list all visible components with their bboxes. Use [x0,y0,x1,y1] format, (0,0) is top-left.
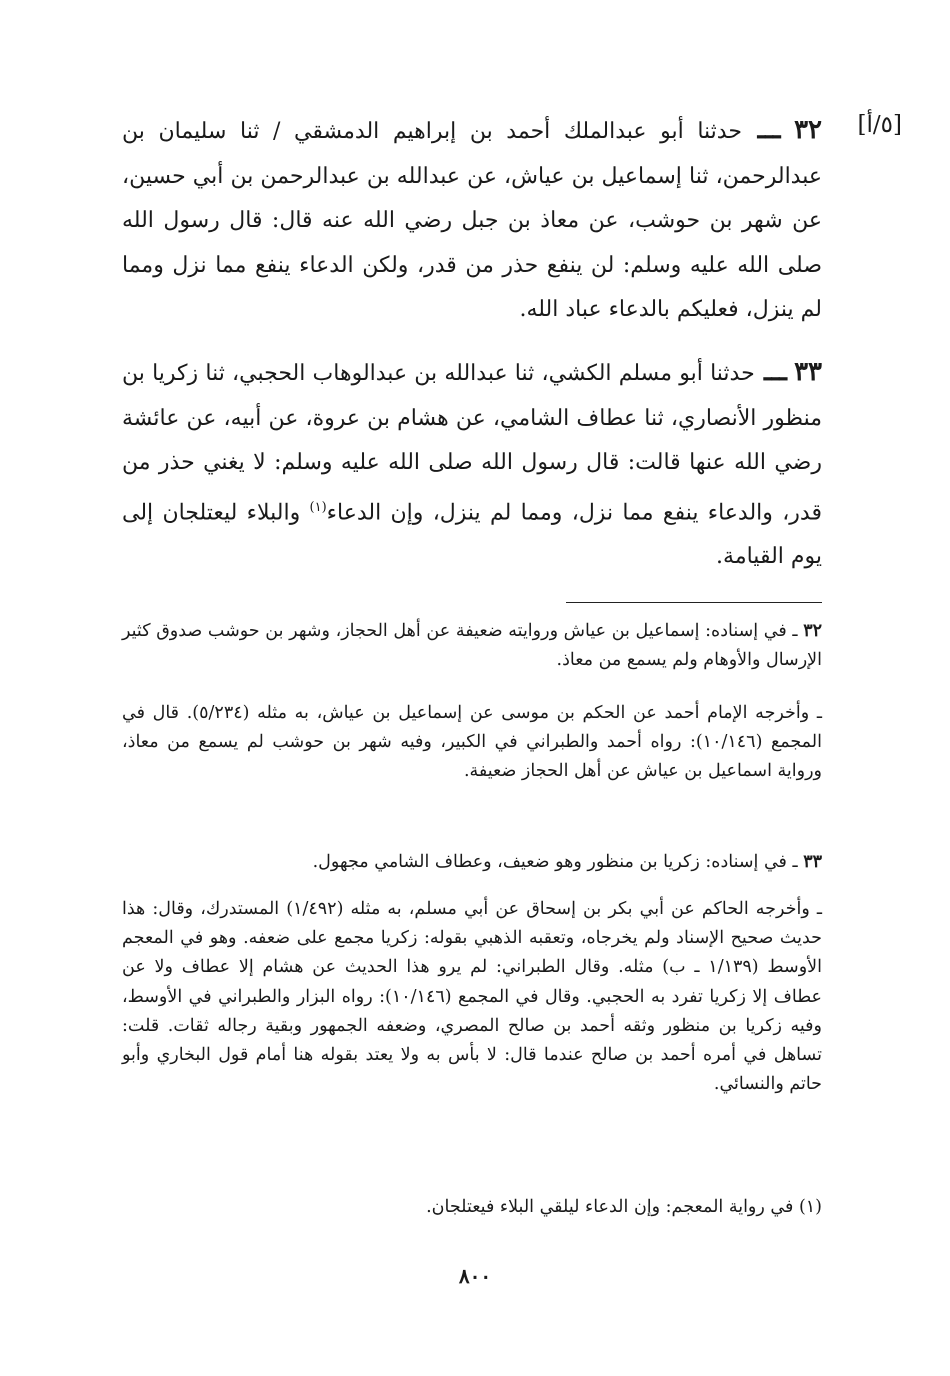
note-32-takhrij [122,699,822,787]
hadith-number: ٣٢ [794,115,823,145]
note-number: ٣٣ [803,852,822,872]
footnote-reference: (١) [309,499,327,515]
note-32-isnad [122,617,822,675]
note-33-isnad [122,848,822,877]
footnote-number: (١) [798,1197,822,1217]
folio-marker: [٥/أ] [857,112,902,138]
hadith-32 [122,108,822,333]
note-text: في إسناده: زكريا بن منظور وهو ضعيف، وعطاف الشامي مجهول. [312,852,787,872]
footnote-divider [566,602,822,603]
hadith-33 [122,350,822,580]
hadith-text-end: والبلاء ليعتلجان إلى يوم القيامة. [122,499,822,570]
note-33-takhrij [122,895,822,1099]
hadith-dash: ـــ [754,357,787,387]
note-text: ـ وأخرجه الحاكم عن أبي بكر بن إسحاق عن أبي مسلم، به مثله (١/٤٩٢) المستدرك، وقال: هذا حديث صحيح الإسناد ولم يخرجاه، وتعقبه الذهبي بقوله: زكريا مجمع على ضعفه. وهو في المعجم الأوسط (١/١٣٩ ـ ب) مثله. وقال الطبراني: لم يرو هذا الحديث عن هشام إلا عطاف ولا عن عطاف إلا زكريا تفرد به الحجبي. وقال في المجمع (١٠/١٤٦): رواه البزار والطبراني في الأوسط، وفيه زكريا بن منظور وثقه أحمد بن صالح المصري، وضعفه الجمهور وبقية رجاله ثقات. قلت: تساهل في أمره أحمد بن صالح عندما قال: لا بأس به ولا يعتد بقوله هنا أمام قول البخاري وأبو حاتم والنسائي. [122,899,823,1095]
hadith-number: ٣٣ [794,357,823,387]
hadith-text: حدثنا أبو مسلم الكشي، ثنا عبدالله بن عبدالوهاب الحجبي، ثنا زكريا بن منظور الأنصاري، ثنا عطاف الشامي، عن هشام بن عروة، عن أبيه، عن عائشة رضي الله عنها قالت: قال رسول الله صلى الله عليه وسلم: لا يغني حذر من قدر، والدعاء ينفع مما نزل، ومما لم ينزل، وإن الدعاء [122,361,822,525]
hadith-dash: ـــ [741,115,781,145]
note-dash: ـ [786,621,798,641]
note-number: ٣٢ [803,621,822,641]
note-text: ـ وأخرجه الإمام أحمد عن الحكم بن موسى عن إسماعيل بن عياش، به مثله (٥/٢٣٤). قال في المجمع (١٠/١٤٦): رواه أحمد والطبراني في الكبير، وفيه شهر بن حوشب لم يسمع من معاذ، ورواية اسماعيل بن عياش عن أهل الحجاز ضعيفة. [122,703,822,782]
hadith-text: حدثنا أبو عبدالملك أحمد بن إبراهيم الدمشقي / ثنا سليمان بن عبدالرحمن، ثنا إسماعيل بن عياش، عن عبدالله بن عبدالرحمن بن أبي حسين، عن شهر بن حوشب، عن معاذ بن جبل رضي الله عنه قال: قال رسول الله صلى الله عليه وسلم: لن ينفع حذر من قدر، ولكن الدعاء ينفع مما نزل ومما لم ينزل، فعليكم بالدعاء عباد الله. [122,119,822,322]
footnote-1 [122,1193,822,1222]
note-text: في إسناده: إسماعيل بن عياش وروايته ضعيفة عن أهل الحجاز، وشهر بن حوشب صدوق كثير الإرسال والأوهام ولم يسمع من معاذ. [122,621,822,671]
page-number: ٨٠٠ [458,1264,492,1288]
footnote-text: في رواية المعجم: وإن الدعاء ليلقي البلاء فيعتلجان. [426,1197,794,1217]
note-dash: ـ [786,852,798,872]
